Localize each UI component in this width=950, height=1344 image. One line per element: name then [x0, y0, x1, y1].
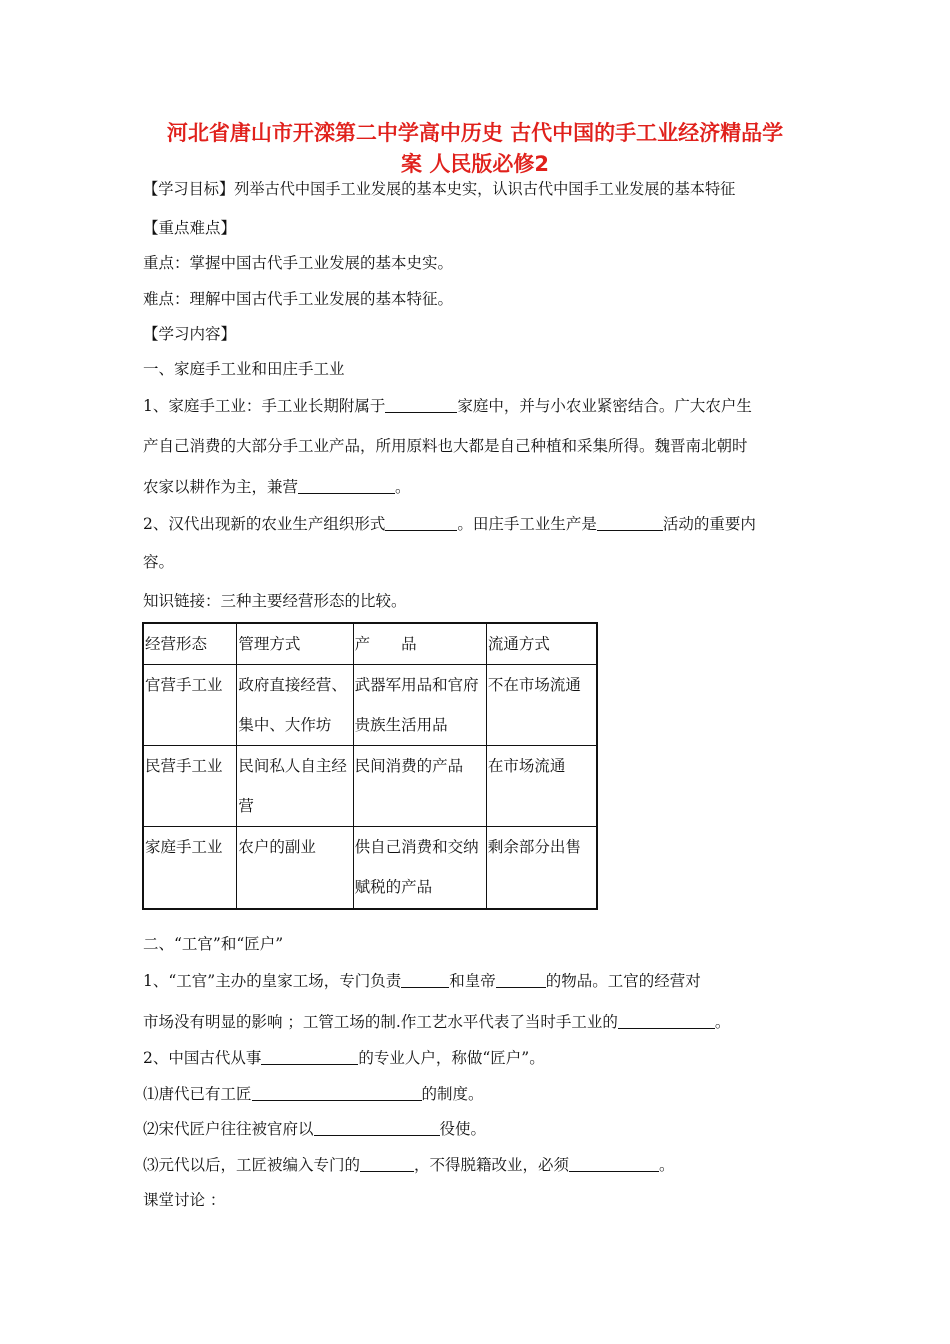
- fill-blank[interactable]: [618, 1013, 715, 1029]
- section-2-paragraph-2: [143, 1046, 545, 1068]
- section-2-paragraph-1-line-2: [143, 1010, 730, 1032]
- text: 。: [714, 1013, 731, 1031]
- table-header-cell: 流通方式: [486, 623, 597, 665]
- document-title: [120, 118, 830, 180]
- text: 的物品。工官的经营对: [545, 972, 701, 990]
- text: 的专业人户，称做“匠户”。: [358, 1049, 545, 1067]
- fill-blank[interactable]: [496, 972, 546, 988]
- title-line-2: 案 人民版必修2: [401, 152, 549, 176]
- learning-objective: 【学习目标】列举古代中国手工业发展的基本史实，认识古代中国手工业发展的基本特征: [143, 180, 736, 198]
- text: 活动的重要内: [662, 515, 756, 533]
- section-2-item-2: [143, 1117, 486, 1139]
- fill-blank[interactable]: [252, 1085, 422, 1101]
- section-2-item-1: [143, 1082, 484, 1104]
- text: 的制度。: [421, 1085, 484, 1103]
- text: 1、家庭手工业：手工业长期附属于: [143, 397, 386, 415]
- table-row: [143, 827, 597, 909]
- text: ⑶元代以后，工匠被编入专门的: [143, 1156, 361, 1174]
- fill-blank[interactable]: [385, 397, 457, 413]
- text: 家庭中，并与小农业紧密结合。广大农户生: [457, 397, 752, 415]
- comparison-table: [142, 622, 598, 910]
- table-cell: 在市场流通: [486, 746, 597, 827]
- section-1-paragraph-2-line-2: 容。: [143, 553, 175, 571]
- table-cell: 民营手工业: [143, 746, 237, 827]
- table-header-cell: 产 品: [353, 623, 486, 665]
- table-cell: 政府直接经营、集中、大作坊: [237, 665, 353, 746]
- text: 。: [659, 1156, 675, 1174]
- table-header-cell: 管理方式: [237, 623, 353, 665]
- table-cell: 官营手工业: [143, 665, 237, 746]
- table-row: [143, 665, 597, 746]
- table-cell: 供自己消费和交纳赋税的产品: [353, 827, 486, 909]
- section-1-paragraph-1: [143, 394, 752, 416]
- text: 2、汉代出现新的农业生产组织形式: [143, 515, 386, 533]
- text: 役使。: [439, 1120, 487, 1138]
- section-2-item-3: [143, 1153, 675, 1175]
- section-1-paragraph-2: [143, 512, 756, 534]
- section-1-paragraph-1-line-3: [143, 475, 411, 497]
- key-point: 重点：掌握中国古代手工业发展的基本史实。: [143, 254, 454, 272]
- table-cell: 民间私人自主经营: [237, 746, 353, 827]
- section-2-heading: 二、“工官”和“匠户”: [143, 935, 284, 953]
- fill-blank[interactable]: [569, 1156, 659, 1172]
- table-cell: 民间消费的产品: [353, 746, 486, 827]
- table-row: [143, 746, 597, 827]
- section-2-paragraph-1: [143, 969, 701, 991]
- text: ⑴唐代已有工匠: [143, 1085, 252, 1103]
- fill-blank[interactable]: [597, 515, 663, 531]
- table-cell: 农户的副业: [237, 827, 353, 909]
- table-cell: 武器军用品和官府贵族生活用品: [353, 665, 486, 746]
- table-cell: 剩余部分出售: [486, 827, 597, 909]
- table-cell: 家庭手工业: [143, 827, 237, 909]
- text: ，不得脱籍改业，必须: [414, 1156, 570, 1174]
- section-1-paragraph-1-line-2: 产自己消费的大部分手工业产品，所用原料也大都是自己种植和采集所得。魏晋南北朝时: [143, 437, 748, 455]
- text: 1、“工官”主办的皇家工场，专门负责: [143, 972, 402, 990]
- table-cell: 不在市场流通: [486, 665, 597, 746]
- table-header-cell: 经营形态: [143, 623, 237, 665]
- content-heading: 【学习内容】: [143, 325, 237, 343]
- fill-blank[interactable]: [360, 1156, 414, 1172]
- fill-blank[interactable]: [385, 515, 457, 531]
- text: 。田庄手工业生产是: [457, 515, 597, 533]
- text: ⑵宋代匠户往往被官府以: [143, 1120, 314, 1138]
- text: 。: [395, 478, 411, 496]
- section-1-heading: 一、家庭手工业和田庄手工业: [143, 360, 345, 378]
- class-discussion: 课堂讨论 ：: [143, 1191, 226, 1209]
- fill-blank[interactable]: [401, 972, 449, 988]
- fill-blank[interactable]: [314, 1120, 440, 1136]
- text: 2、中国古代从事: [143, 1049, 262, 1067]
- table-header-row: [143, 623, 597, 665]
- text: 农家以耕作为主，兼营: [143, 478, 299, 496]
- fill-blank[interactable]: [298, 478, 395, 494]
- difficulty-point: 难点：理解中国古代手工业发展的基本特征。: [143, 290, 454, 308]
- text: 和皇帝: [449, 972, 496, 990]
- text: 市场没有明显的影响 ；工管工场的制.作工艺水平代表了当时手工业的: [143, 1013, 618, 1031]
- key-points-heading: 【重点难点】: [143, 219, 237, 237]
- title-line-1: 河北省唐山市开滦第二中学高中历史 古代中国的手工业经济精品学: [166, 121, 784, 145]
- fill-blank[interactable]: [261, 1049, 358, 1065]
- knowledge-link: 知识链接：三种主要经营形态的比较。: [143, 592, 407, 610]
